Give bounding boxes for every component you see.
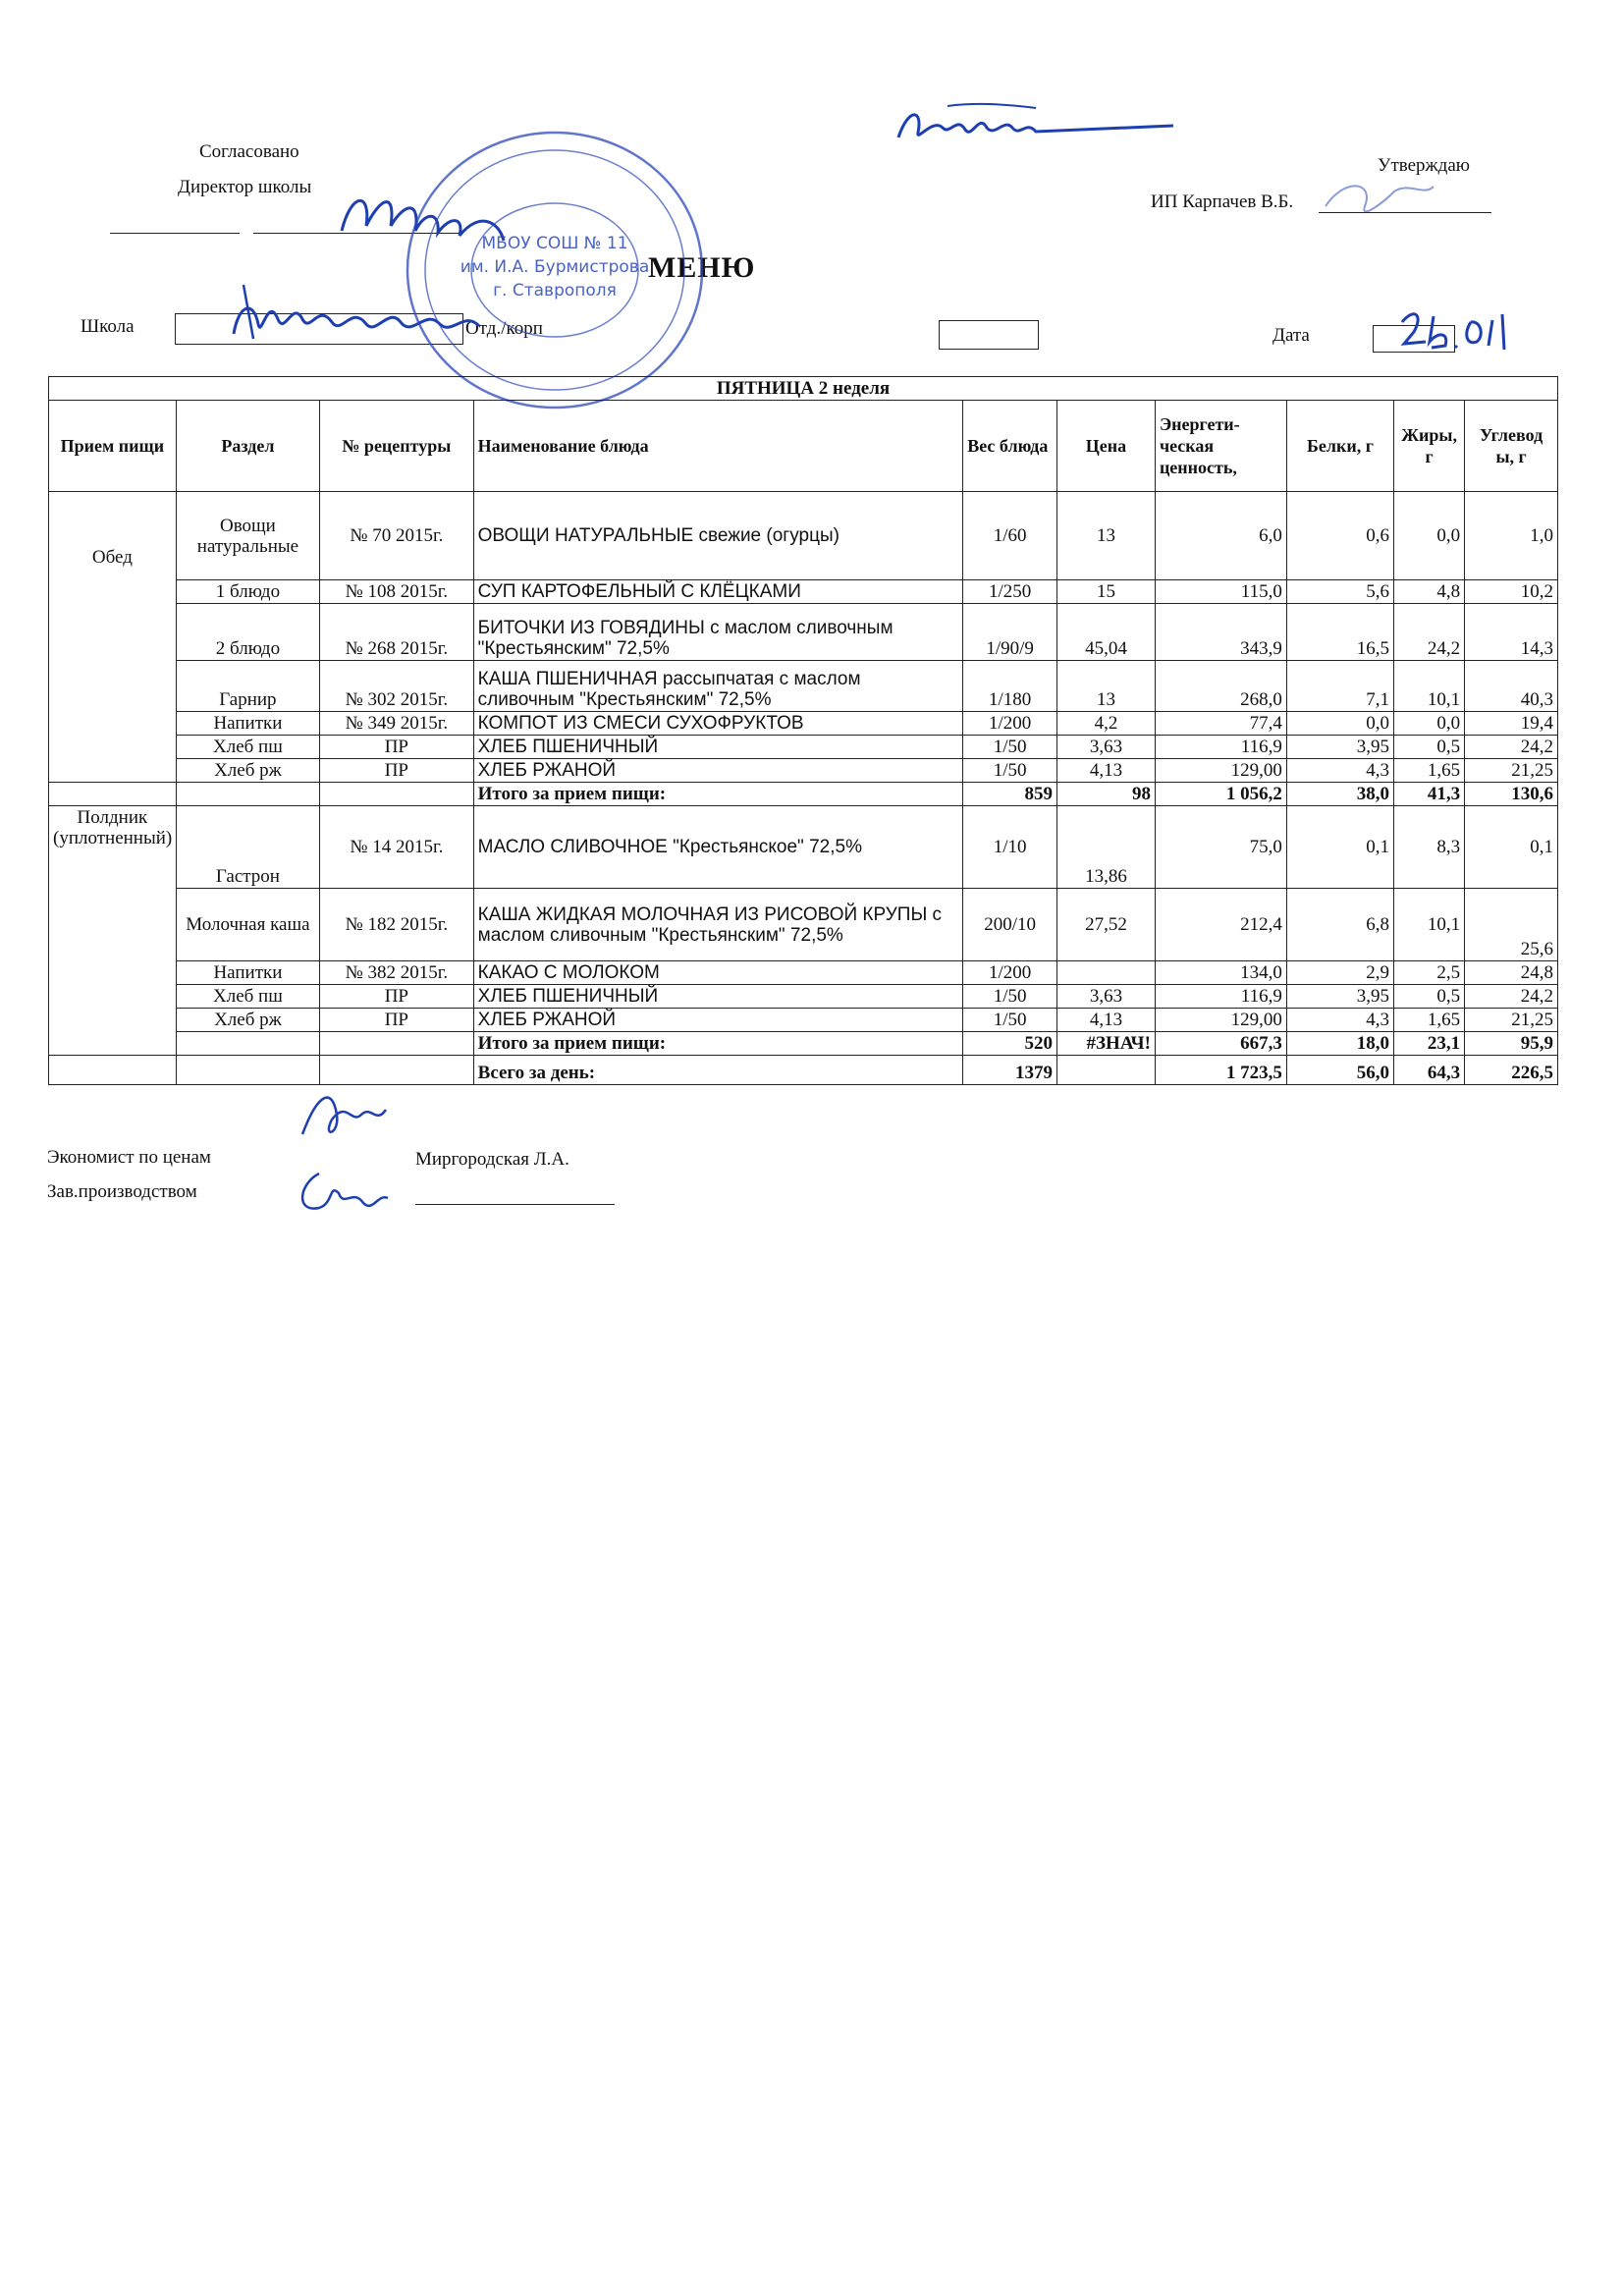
fat-cell: 1,65 (1394, 1009, 1465, 1032)
price-cell: 3,63 (1057, 985, 1156, 1009)
dish-name-cell: СУП КАРТОФЕЛЬНЫЙ С КЛЁЦКАМИ (473, 580, 963, 604)
fat-cell: 64,3 (1394, 1056, 1465, 1085)
price-cell: 4,13 (1057, 759, 1156, 783)
fat-cell: 24,2 (1394, 604, 1465, 661)
dish-name-cell: ХЛЕБ ПШЕНИЧНЫЙ (473, 736, 963, 759)
carbs-cell: 10,2 (1465, 580, 1558, 604)
weight-cell: 1/60 (963, 492, 1057, 580)
section-cell (176, 783, 319, 806)
menu-table (48, 376, 1558, 1085)
ip-name: ИП Карпачев В.Б. (1151, 191, 1294, 212)
protein-cell: 56,0 (1286, 1056, 1393, 1085)
energy-cell: 116,9 (1155, 736, 1286, 759)
energy-cell: 343,9 (1155, 604, 1286, 661)
dish-name-cell: ХЛЕБ РЖАНОЙ (473, 759, 963, 783)
protein-cell: 3,95 (1286, 985, 1393, 1009)
weight-cell: 520 (963, 1032, 1057, 1056)
handwritten-signature-top (889, 98, 1183, 157)
protein-cell: 4,3 (1286, 759, 1393, 783)
protein-cell: 2,9 (1286, 961, 1393, 985)
dish-name-cell: ОВОЩИ НАТУРАЛЬНЫЕ свежие (огурцы) (473, 492, 963, 580)
section-cell: Гастрон (176, 806, 319, 889)
weight-cell: 1/50 (963, 759, 1057, 783)
carbs-cell: 226,5 (1465, 1056, 1558, 1085)
carbs-cell: 21,25 (1465, 759, 1558, 783)
table-row (49, 985, 1558, 1009)
price-cell (1057, 1056, 1156, 1085)
recipe-cell: № 70 2015г. (320, 492, 474, 580)
recipe-cell: ПР (320, 985, 474, 1009)
meal-cell: Полдник (уплотненный) (49, 806, 177, 1056)
col-header-dish-name: Наименование блюда (473, 401, 963, 492)
agreed-label: Согласовано (199, 141, 299, 162)
weight-cell: 1/200 (963, 712, 1057, 736)
section-cell: Хлеб пш (176, 736, 319, 759)
table-row (49, 1032, 1558, 1056)
price-cell: 27,52 (1057, 889, 1156, 961)
carbs-cell: 95,9 (1465, 1032, 1558, 1056)
dish-name-cell: БИТОЧКИ ИЗ ГОВЯДИНЫ с маслом сливочным "Крестьянским" 72,5% (473, 604, 963, 661)
carbs-cell: 14,3 (1465, 604, 1558, 661)
dish-name-cell: Итого за прием пищи: (473, 1032, 963, 1056)
fat-cell: 0,5 (1394, 985, 1465, 1009)
section-cell: 2 блюдо (176, 604, 319, 661)
col-header-price: Цена (1057, 401, 1156, 492)
recipe-cell: ПР (320, 759, 474, 783)
meal-cell (49, 1056, 177, 1085)
dish-name-cell: КОМПОТ ИЗ СМЕСИ СУХОФРУКТОВ (473, 712, 963, 736)
protein-cell: 16,5 (1286, 604, 1393, 661)
weight-cell: 1/50 (963, 736, 1057, 759)
col-header-section: Раздел (176, 401, 319, 492)
protein-cell: 0,0 (1286, 712, 1393, 736)
energy-cell: 77,4 (1155, 712, 1286, 736)
energy-cell: 667,3 (1155, 1032, 1286, 1056)
table-row (49, 783, 1558, 806)
meal-cell (49, 783, 177, 806)
handwritten-date-value (1394, 302, 1542, 361)
carbs-cell: 1,0 (1465, 492, 1558, 580)
weight-cell: 200/10 (963, 889, 1057, 961)
section-cell: 1 блюдо (176, 580, 319, 604)
table-row (49, 889, 1558, 961)
weight-cell: 1/200 (963, 961, 1057, 985)
weight-cell: 1379 (963, 1056, 1057, 1085)
carbs-cell: 24,2 (1465, 985, 1558, 1009)
carbs-cell: 40,3 (1465, 661, 1558, 712)
carbs-cell: 0,1 (1465, 806, 1558, 889)
stamp-center-line-1: МБОУ СОШ № 11 (481, 234, 628, 253)
protein-cell: 0,1 (1286, 806, 1393, 889)
price-cell: 15 (1057, 580, 1156, 604)
dish-name-cell: Всего за день: (473, 1056, 963, 1085)
approver-signature (1316, 167, 1453, 236)
page-title: МЕНЮ (648, 251, 756, 284)
energy-cell: 129,00 (1155, 1009, 1286, 1032)
dish-name-cell: КАША ПШЕНИЧНАЯ рассыпчатая с маслом сливочным "Крестьянским" 72,5% (473, 661, 963, 712)
protein-cell: 3,95 (1286, 736, 1393, 759)
recipe-cell: № 268 2015г. (320, 604, 474, 661)
table-row (49, 604, 1558, 661)
section-cell: Гарнир (176, 661, 319, 712)
director-label: Директор школы (178, 177, 312, 197)
carbs-cell: 24,8 (1465, 961, 1558, 985)
price-cell: 98 (1057, 783, 1156, 806)
dish-name-cell: ХЛЕБ ПШЕНИЧНЫЙ (473, 985, 963, 1009)
fat-cell: 2,5 (1394, 961, 1465, 985)
protein-cell: 6,8 (1286, 889, 1393, 961)
recipe-cell: № 382 2015г. (320, 961, 474, 985)
energy-cell: 268,0 (1155, 661, 1286, 712)
weight-cell: 1/250 (963, 580, 1057, 604)
dish-name-cell: Итого за прием пищи: (473, 783, 963, 806)
price-cell: #ЗНАЧ! (1057, 1032, 1156, 1056)
carbs-cell: 19,4 (1465, 712, 1558, 736)
table-row (49, 661, 1558, 712)
col-header-recipe: № рецептуры (320, 401, 474, 492)
weight-cell: 1/10 (963, 806, 1057, 889)
fat-cell: 1,65 (1394, 759, 1465, 783)
economist-signature (293, 1075, 401, 1154)
fat-cell: 10,1 (1394, 889, 1465, 961)
energy-cell: 116,9 (1155, 985, 1286, 1009)
section-cell: Напитки (176, 712, 319, 736)
recipe-cell: № 349 2015г. (320, 712, 474, 736)
recipe-cell (320, 1032, 474, 1056)
energy-cell: 1 056,2 (1155, 783, 1286, 806)
weight-cell: 1/180 (963, 661, 1057, 712)
energy-cell: 115,0 (1155, 580, 1286, 604)
col-header-meal: Прием пищи (49, 401, 177, 492)
price-cell: 4,13 (1057, 1009, 1156, 1032)
section-cell: Хлеб рж (176, 759, 319, 783)
day-title: ПЯТНИЦА 2 неделя (49, 377, 1558, 401)
recipe-cell: № 302 2015г. (320, 661, 474, 712)
director-signature-line-1 (110, 233, 240, 234)
section-cell: Молочная каша (176, 889, 319, 961)
table-row (49, 806, 1558, 889)
table-row (49, 492, 1558, 580)
section-cell: Овощи натуральные (176, 492, 319, 580)
price-cell: 13 (1057, 492, 1156, 580)
protein-cell: 4,3 (1286, 1009, 1393, 1032)
recipe-cell: № 182 2015г. (320, 889, 474, 961)
dept-label: Отд./корп (465, 318, 543, 339)
energy-cell: 134,0 (1155, 961, 1286, 985)
approve-label: Утверждаю (1378, 155, 1470, 176)
fat-cell: 0,0 (1394, 492, 1465, 580)
school-stamp (388, 123, 722, 417)
price-cell: 45,04 (1057, 604, 1156, 661)
school-label: Школа (81, 316, 135, 337)
economist-label: Экономист по ценам (47, 1147, 211, 1168)
stamp-center-line-3: г. Ставрополя (493, 281, 617, 301)
price-cell: 13 (1057, 661, 1156, 712)
section-cell: Напитки (176, 961, 319, 985)
price-cell: 4,2 (1057, 712, 1156, 736)
energy-cell: 129,00 (1155, 759, 1286, 783)
col-header-protein: Белки, г (1286, 401, 1393, 492)
carbs-cell: 24,2 (1465, 736, 1558, 759)
fat-cell: 0,0 (1394, 712, 1465, 736)
col-header-carbs: Углевод ы, г (1465, 401, 1558, 492)
carbs-cell: 25,6 (1465, 889, 1558, 961)
fat-cell: 0,5 (1394, 736, 1465, 759)
production-label: Зав.производством (47, 1181, 197, 1202)
protein-cell: 7,1 (1286, 661, 1393, 712)
section-cell: Хлеб рж (176, 1009, 319, 1032)
price-cell: 3,63 (1057, 736, 1156, 759)
weight-cell: 1/90/9 (963, 604, 1057, 661)
production-signature-line (415, 1204, 615, 1205)
meal-cell: Обед (49, 492, 177, 783)
economist-name: Миргородская Л.А. (415, 1149, 569, 1170)
recipe-cell: № 108 2015г. (320, 580, 474, 604)
dish-name-cell: КАША ЖИДКАЯ МОЛОЧНАЯ ИЗ РИСОВОЙ КРУПЫ с маслом сливочным "Крестьянским" 72,5% (473, 889, 963, 961)
table-row (49, 961, 1558, 985)
weight-cell: 1/50 (963, 1009, 1057, 1032)
recipe-cell: № 14 2015г. (320, 806, 474, 889)
col-header-energy: Энергети-ческая ценность, (1155, 401, 1286, 492)
protein-cell: 0,6 (1286, 492, 1393, 580)
table-row (49, 580, 1558, 604)
table-row (49, 1056, 1558, 1085)
dish-name-cell: ХЛЕБ РЖАНОЙ (473, 1009, 963, 1032)
table-row (49, 712, 1558, 736)
recipe-cell (320, 783, 474, 806)
table-row (49, 1009, 1558, 1032)
section-cell: Хлеб пш (176, 985, 319, 1009)
recipe-cell: ПР (320, 736, 474, 759)
weight-cell: 1/50 (963, 985, 1057, 1009)
table-row (49, 736, 1558, 759)
energy-cell: 212,4 (1155, 889, 1286, 961)
dept-field (939, 320, 1039, 350)
carbs-cell: 21,25 (1465, 1009, 1558, 1032)
energy-cell: 1 723,5 (1155, 1056, 1286, 1085)
price-cell: 13,86 (1057, 806, 1156, 889)
dish-name-cell: МАСЛО СЛИВОЧНОЕ "Крестьянское" 72,5% (473, 806, 963, 889)
fat-cell: 8,3 (1394, 806, 1465, 889)
table-row (49, 759, 1558, 783)
fat-cell: 4,8 (1394, 580, 1465, 604)
energy-cell: 75,0 (1155, 806, 1286, 889)
protein-cell: 5,6 (1286, 580, 1393, 604)
fat-cell: 23,1 (1394, 1032, 1465, 1056)
protein-cell: 38,0 (1286, 783, 1393, 806)
protein-cell: 18,0 (1286, 1032, 1393, 1056)
col-header-fat: Жиры, г (1394, 401, 1465, 492)
production-signature (290, 1164, 398, 1223)
dish-name-cell: КАКАО С МОЛОКОМ (473, 961, 963, 985)
recipe-cell: ПР (320, 1009, 474, 1032)
weight-cell: 859 (963, 783, 1057, 806)
price-cell (1057, 961, 1156, 985)
date-label: Дата (1272, 325, 1310, 346)
stamp-center-line-2: им. И.А. Бурмистрова (460, 257, 650, 277)
carbs-cell: 130,6 (1465, 783, 1558, 806)
energy-cell: 6,0 (1155, 492, 1286, 580)
col-header-weight: Вес блюда (963, 401, 1057, 492)
fat-cell: 41,3 (1394, 783, 1465, 806)
section-cell (176, 1032, 319, 1056)
fat-cell: 10,1 (1394, 661, 1465, 712)
